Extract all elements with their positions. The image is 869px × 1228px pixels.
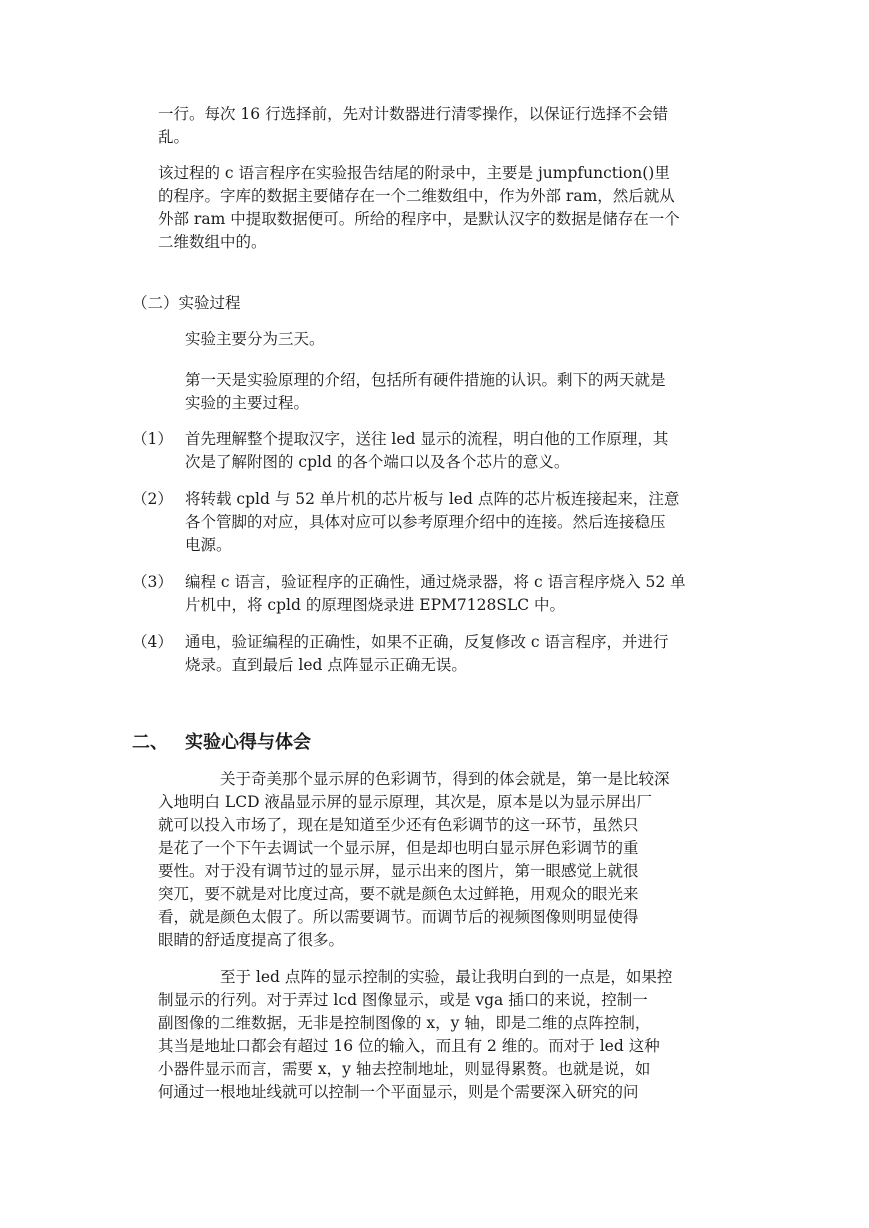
section2-paragraph-1 (158, 768, 670, 952)
text-line: 外部 ram 中提取数据便可。所给的程序中，是默认汉字的数据是储存在一个 (158, 210, 680, 228)
list-item (185, 428, 668, 474)
list-item (185, 631, 669, 677)
text-line: 至于 led 点阵的显示控制的实验，最让我明白到的一点是，如果控 (220, 968, 673, 986)
text-line: 该过程的 c 语言程序在实验报告结尾的附录中，主要是 jumpfunction()里 (158, 164, 670, 182)
list-item-number: （2） (132, 490, 173, 508)
list-item (185, 488, 679, 557)
text-line: 看，就是颜色太假了。所以需要调节。而调节后的视频图像则明显使得 (158, 908, 639, 926)
text-line: 制显示的行列。对于弄过 lcd 图像显示，或是 vga 插口的来说，控制一 (158, 991, 648, 1009)
text-line: 片机中，将 cpld 的原理图烧录进 EPM7128SLC 中。 (185, 596, 566, 614)
list-item (185, 571, 686, 617)
text-line: 小器件显示而言，需要 x，y 轴去控制地址，则显得累赘。也就是说，如 (158, 1060, 651, 1078)
text-line: 要性。对于没有调节过的显示屏，显示出来的图片，第一眼感觉上就很 (158, 862, 639, 880)
text-line: 的程序。字库的数据主要储存在一个二维数组中，作为外部 ram，然后就从 (158, 187, 675, 205)
text-line: 实验的主要过程。 (185, 394, 310, 412)
text-line: 电源。 (185, 536, 232, 554)
text-line: 其当是地址口都会有超过 16 位的输入，而且有 2 维的。而对于 led 这种 (158, 1037, 660, 1055)
text-line: 将转载 cpld 与 52 单片机的芯片板与 led 点阵的芯片板连接起来，注意 (185, 490, 680, 508)
text-line: 首先理解整个提取汉字，送往 led 显示的流程，明白他的工作原理，其 (185, 430, 669, 448)
text-line: 一行。每次 16 行选择前，先对计数器进行清零操作，以保证行选择不会错 (158, 105, 669, 123)
intro-paragraph-1 (158, 103, 668, 149)
text-line: 次是了解附图的 cpld 的各个端口以及各个芯片的意义。 (185, 453, 570, 471)
text-line: 烧录。直到最后 led 点阵显示正确无误。 (185, 656, 467, 674)
text-line: 是花了一个下午去调试一个显示屏，但是却也明白显示屏色彩调节的重 (158, 839, 639, 857)
text-line: 各个管脚的对应，具体对应可以参考原理介绍中的连接。然后连接稳压 (185, 513, 666, 531)
section-title: 实验心得与体会 (185, 732, 311, 753)
section2-paragraph-2 (158, 966, 672, 1104)
text-line: 眼睛的舒适度提高了很多。 (158, 931, 345, 949)
process-paragraph-2 (185, 369, 666, 415)
text-line: 关于奇美那个显示屏的色彩调节，得到的体会就是，第一是比较深 (220, 770, 670, 788)
text-line: 第一天是实验原理的介绍，包括所有硬件措施的认识。剩下的两天就是 (185, 371, 666, 389)
list-item-number: （3） (132, 573, 173, 591)
text-line: 通电，验证编程的正确性，如果不正确，反复修改 c 语言程序，并进行 (185, 633, 669, 651)
text-line: 编程 c 语言，验证程序的正确性，通过烧录器，将 c 语言程序烧入 52 单 (185, 573, 686, 591)
text-line: 实验主要分为三天。 (185, 330, 325, 348)
section-number: 二、 (132, 732, 168, 753)
intro-paragraph-2 (158, 162, 680, 254)
subsection-title: （二）实验过程 (132, 294, 241, 312)
text-line: 乱。 (158, 128, 190, 146)
text-line: 二维数组中的。 (158, 233, 267, 251)
text-line: 入地明白 LCD 液晶显示屏的显示原理，其次是，原本是以为显示屏出厂 (158, 793, 652, 811)
list-item-number: （1） (132, 430, 173, 448)
process-paragraph-1 (185, 328, 325, 351)
text-line: 副图像的二维数据，无非是控制图像的 x，y 轴，即是二维的点阵控制， (158, 1014, 651, 1032)
text-line: 何通过一根地址线就可以控制一个平面显示，则是个需要深入研究的问 (158, 1083, 639, 1101)
list-item-number: （4） (132, 633, 173, 651)
text-line: 就可以投入市场了，现在是知道至少还有色彩调节的这一环节，虽然只 (158, 816, 639, 834)
text-line: 突兀，要不就是对比度过高，要不就是颜色太过鲜艳，用观众的眼光来 (158, 885, 639, 903)
